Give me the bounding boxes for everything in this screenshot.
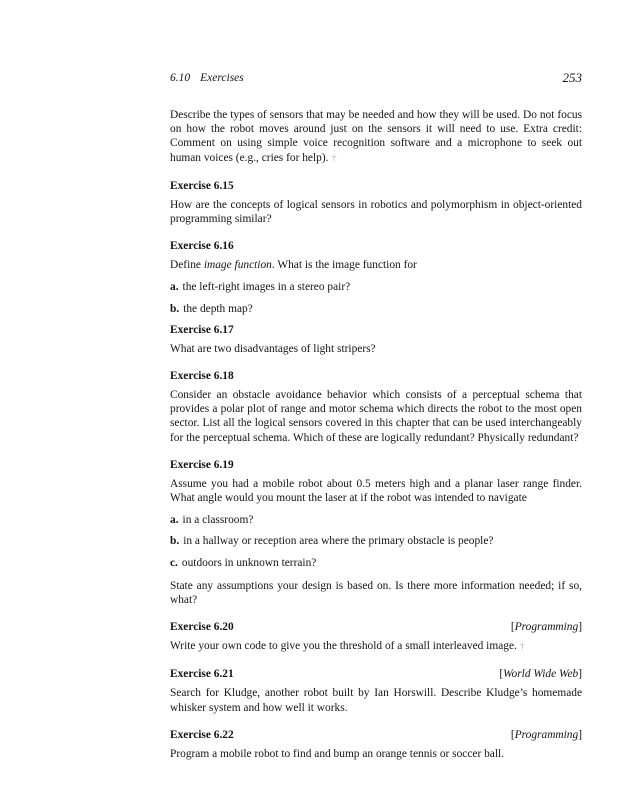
section-heading — [170, 72, 244, 84]
exercise-title: Exercise 6.17 — [170, 323, 234, 336]
exercise-title: Exercise 6.20 — [170, 621, 234, 634]
exercise-6-18 — [170, 369, 582, 445]
list-item — [170, 280, 582, 294]
exercise-6-21 — [170, 667, 582, 714]
exercise-body — [170, 258, 582, 272]
exercise-heading — [170, 620, 582, 634]
exercise-body — [170, 639, 582, 654]
exercise-6-19 — [170, 458, 582, 607]
exercise-heading — [170, 369, 582, 383]
tag-text: Programming — [514, 621, 579, 634]
intro-text: Describe the types of sensors that may be needed and how they will be used. Do not focus on how the robot moves around just on the sensors it will need to use. Extra credit: Comment on using simple voice recognition software and a microphone to seek out human voices (e.g., cries for help). — [170, 109, 582, 164]
body-suffix: . What is the image function for — [271, 259, 417, 272]
list-item — [170, 534, 582, 548]
exercise-title: Exercise 6.19 — [170, 458, 234, 471]
exercise-heading — [170, 179, 582, 193]
exercise-body: How are the concepts of logical sensors in robotics and polymorphism in object-oriented programming similar? — [170, 198, 582, 226]
item-text: the left-right images in a stereo pair? — [182, 281, 351, 294]
exercise-title: Exercise 6.22 — [170, 728, 234, 741]
exercise-title: Exercise 6.18 — [170, 370, 234, 383]
exercise-heading — [170, 728, 582, 742]
exercise-items — [170, 280, 582, 315]
exercise-heading — [170, 239, 582, 253]
intro-paragraph — [170, 108, 582, 166]
item-marker: b. — [170, 535, 180, 548]
list-item — [170, 556, 582, 570]
exercise-body: Search for Kludge, another robot built by Ian Horswill. Describe Kludge’s homemade whisker system and how well it works. — [170, 687, 582, 714]
exercise-tag: [Programming] — [510, 621, 582, 634]
tag-text: Programming — [514, 728, 579, 741]
exercise-6-17 — [170, 323, 582, 356]
item-marker: a. — [170, 281, 179, 294]
exercise-title: Exercise 6.15 — [170, 179, 234, 192]
item-marker: b. — [170, 302, 180, 315]
exercise-6-22 — [170, 728, 582, 761]
dagger-marker: † — [331, 152, 337, 164]
exercise-body: What are two disadvantages of light stripers? — [170, 342, 376, 355]
body-text: Write your own code to give you the threshold of a small interleaved image. — [170, 640, 517, 653]
dagger-marker: † — [519, 641, 525, 653]
list-item — [170, 302, 582, 316]
section-number: 6.10 — [170, 72, 191, 84]
body-prefix: Define — [170, 259, 204, 272]
exercise-tag: [Programming] — [510, 728, 582, 741]
exercise-title: Exercise 6.21 — [170, 668, 234, 681]
exercise-heading — [170, 458, 582, 472]
exercise-body: Assume you had a mobile robot about 0.5 meters high and a planar laser range finder. What angle would you mount the laser at if the robot was intended to navigate — [170, 477, 582, 505]
exercise-items — [170, 513, 582, 570]
exercise-body: Program a mobile robot to find and bump an orange tennis or soccer ball. — [170, 747, 505, 760]
exercise-6-20 — [170, 620, 582, 654]
exercise-title: Exercise 6.16 — [170, 240, 234, 253]
list-item — [170, 513, 582, 527]
exercise-followup: State any assumptions your design is based on. Is there more information needed; if so, what? — [170, 579, 582, 607]
item-marker: a. — [170, 514, 179, 527]
running-header — [170, 60, 582, 85]
page-number: 253 — [562, 70, 582, 85]
exercise-body: Consider an obstacle avoidance behavior which consists of a perceptual schema that provides a polar plot of range and motor schema which directs the robot to the most open sector. List all the logical sensors covered in this chapter that can be used interchangeably for the perceptual schema. Which of these are logically redundant? Physically redundant? — [170, 389, 582, 444]
item-text: outdoors in unknown terrain? — [181, 556, 317, 569]
book-page — [170, 60, 582, 761]
item-text: in a hallway or reception area where the primary obstacle is people? — [183, 535, 494, 548]
item-text: the depth map? — [183, 302, 253, 315]
item-text: in a classroom? — [182, 514, 254, 527]
exercise-heading — [170, 667, 582, 681]
item-marker: c. — [170, 556, 178, 569]
body-term: image function — [203, 259, 272, 272]
tag-text: World Wide Web — [503, 668, 579, 681]
exercise-6-16 — [170, 239, 582, 316]
section-title: Exercises — [200, 72, 244, 84]
exercise-tag: [World Wide Web] — [499, 668, 582, 681]
exercise-heading — [170, 323, 582, 337]
exercise-6-15 — [170, 179, 582, 226]
